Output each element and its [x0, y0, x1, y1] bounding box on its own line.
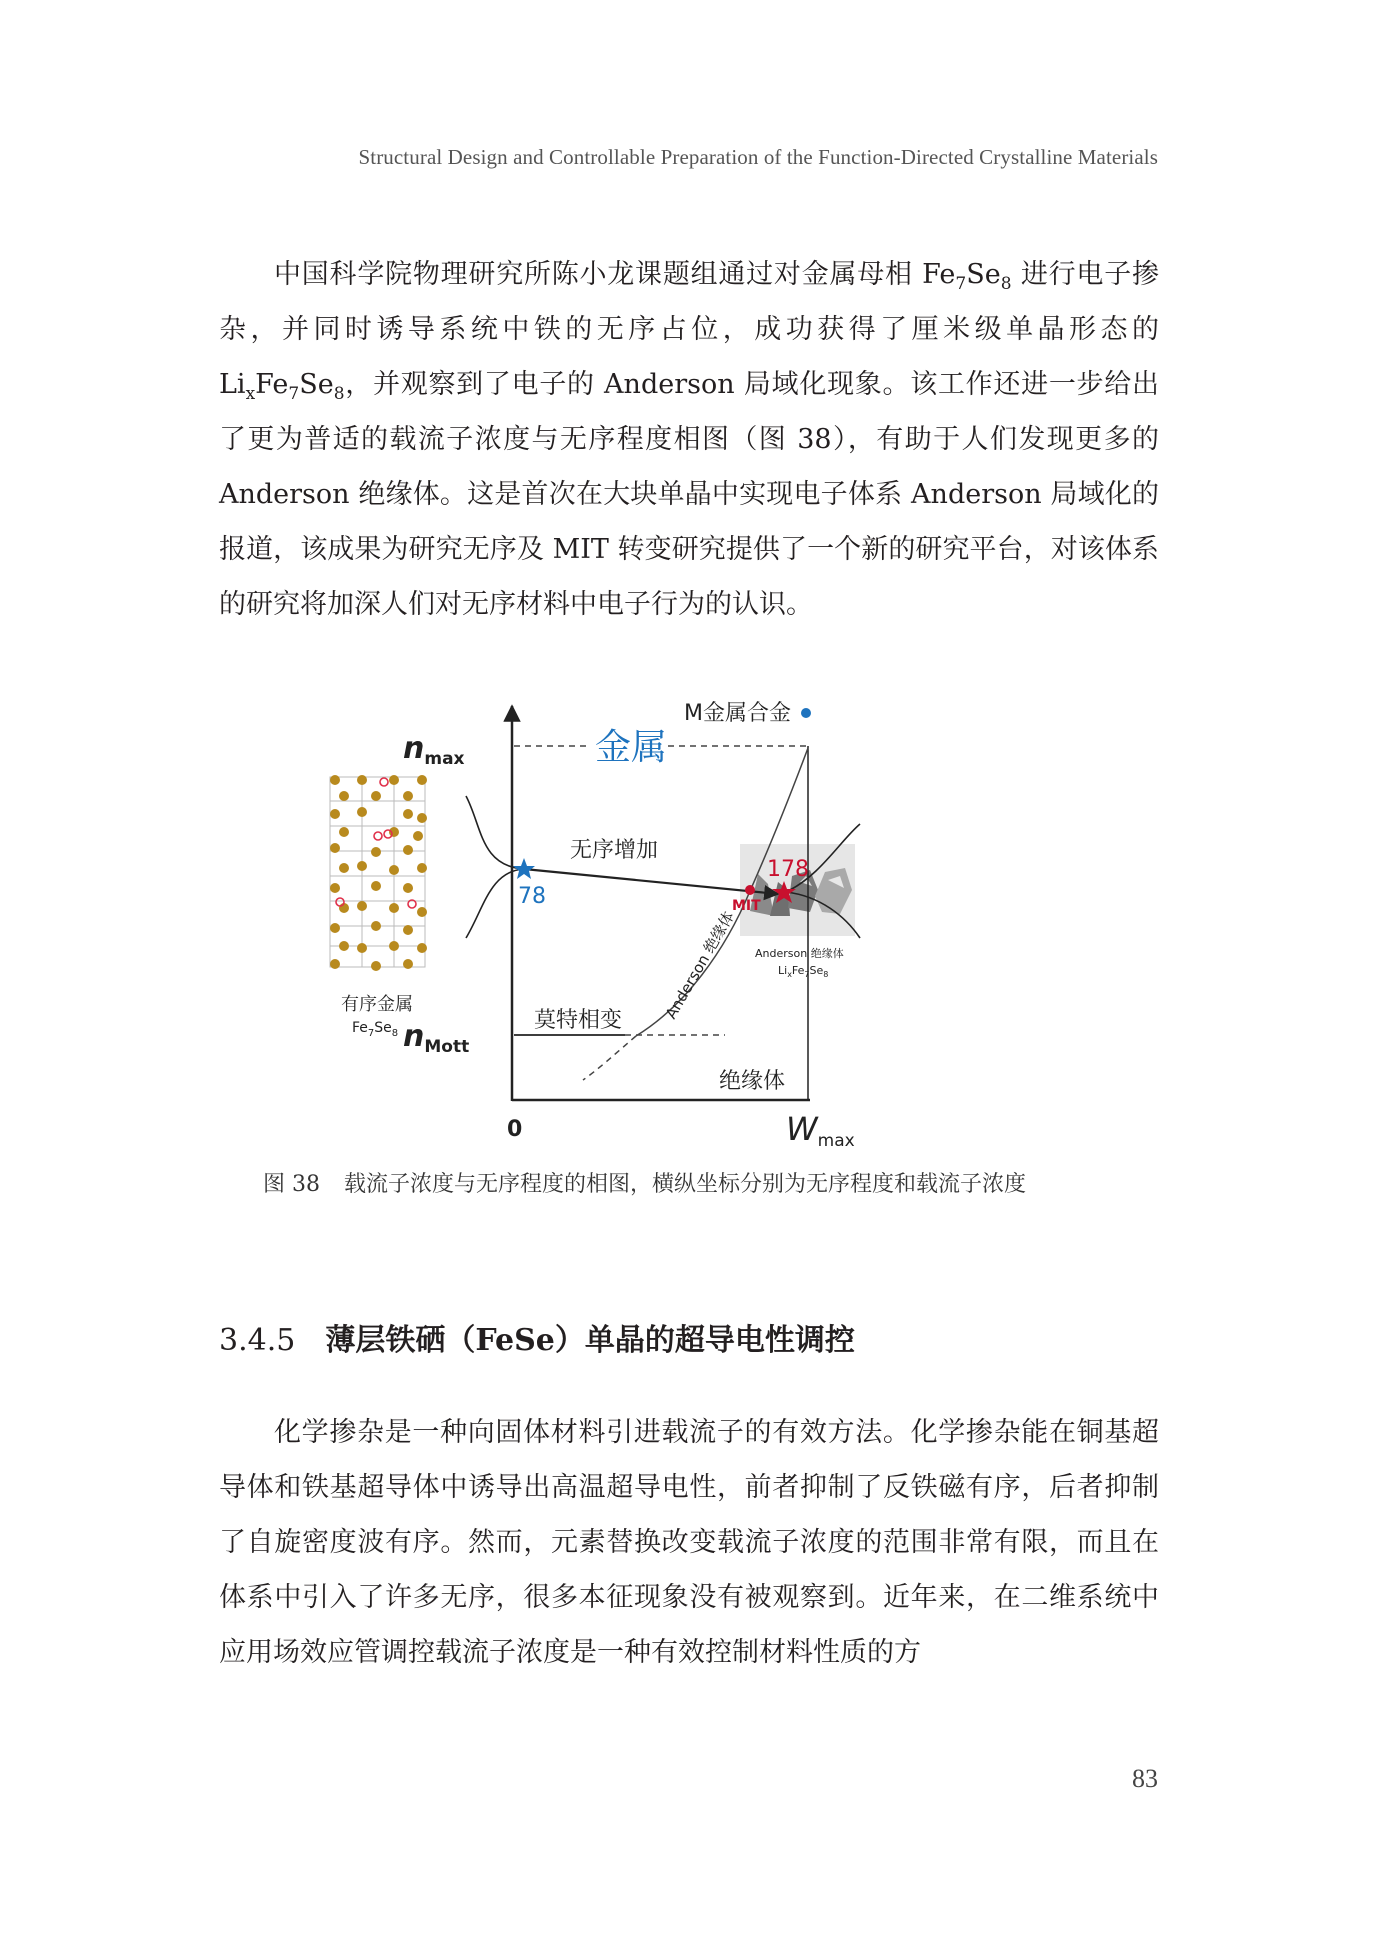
metal-alloy-label: M金属合金 [684, 701, 791, 726]
caption-number: 图 38 [263, 1172, 320, 1197]
ordered-point-star [513, 858, 535, 879]
section-number: 3.4.5 [219, 1323, 296, 1358]
insulator-label: 绝缘体 [719, 1069, 786, 1094]
disorder-arrow [524, 869, 778, 894]
disordered-point-label: 178 [767, 857, 809, 882]
right-formula: $Li_xFe_7Se_8$ [778, 964, 829, 979]
page-number: 83 [1132, 1764, 1158, 1793]
section-title: 薄层铁硒（FeSe）单晶的超导电性调控 [325, 1323, 855, 1358]
metal-label: 金属 [595, 727, 668, 768]
anderson-curve-label: Anderson 绝缘体 [661, 908, 738, 1022]
paragraph-2: 化学掺杂是一种向固体材料引进载流子的有效方法。化学掺杂能在铜基超导体和铁基超导体中诱导出高温超导电性，前者抑制了反铁磁有序，后者抑制了自旋密度波有序。然而，元素替换改变载流子浓度的范围非常有限，而且在体系中引入了许多无序，很多本征现象没有被观察到。近年来，在二维系统中应用场效应管调控载流子浓度是一种有效控制材料性质的方 [219, 1417, 1159, 1668]
left-formula: $Fe_7Se_8$ [352, 1020, 399, 1039]
running-header: Structural Design and Controllable Preparation of the Function-Directed Crystalline Materials [358, 145, 1158, 169]
right-label: Anderson 绝缘体 [755, 947, 844, 960]
mit-point [745, 885, 755, 895]
mott-transition-label: 莫特相变 [534, 1008, 623, 1033]
n-mott-label: $n_{Mott}$ [403, 1019, 470, 1057]
mit-label: MIT [732, 898, 761, 914]
crystal-structure-image [330, 775, 427, 971]
paragraph-1: 中国科学院物理研究所陈小龙课题组通过对金属母相 $Fe_7Se_8$ 进行电子掺杂，并同时诱导系统中铁的无序占位，成功获得了厘米级单晶形态的 $Li_xFe_7Se_8$，并观察到了电子的 Anderson 局域化现象。该工作还进一步给出了更为普适的载流子浓度与无序程度相图（图 38），有助于人们发现更多的 Anderson 绝缘体。这是首次在大块单晶中实现电子体系 Anderson 局域化的报道，该成果为研究无序及 MIT 转变研究提供了一个新的研究平台，对该体系的研究将加深人们对无序材料中电子行为的认识。 [219, 259, 1159, 620]
origin-label: 0 [507, 1117, 523, 1142]
w-max-label: Wmax [786, 1110, 855, 1151]
figure-caption [263, 1167, 1026, 1198]
phase-diagram-figure [300, 676, 1060, 1166]
section-heading [219, 1315, 855, 1359]
alloy-point [801, 708, 811, 718]
ordered-point-label: 78 [518, 884, 546, 909]
disorder-label: 无序增加 [570, 838, 659, 863]
n-max-label: $n_{max}$ [403, 731, 465, 769]
left-label: 有序金属 [341, 994, 413, 1015]
caption-text: 载流子浓度与无序程度的相图，横纵坐标分别为无序程度和载流子浓度 [344, 1172, 1027, 1197]
